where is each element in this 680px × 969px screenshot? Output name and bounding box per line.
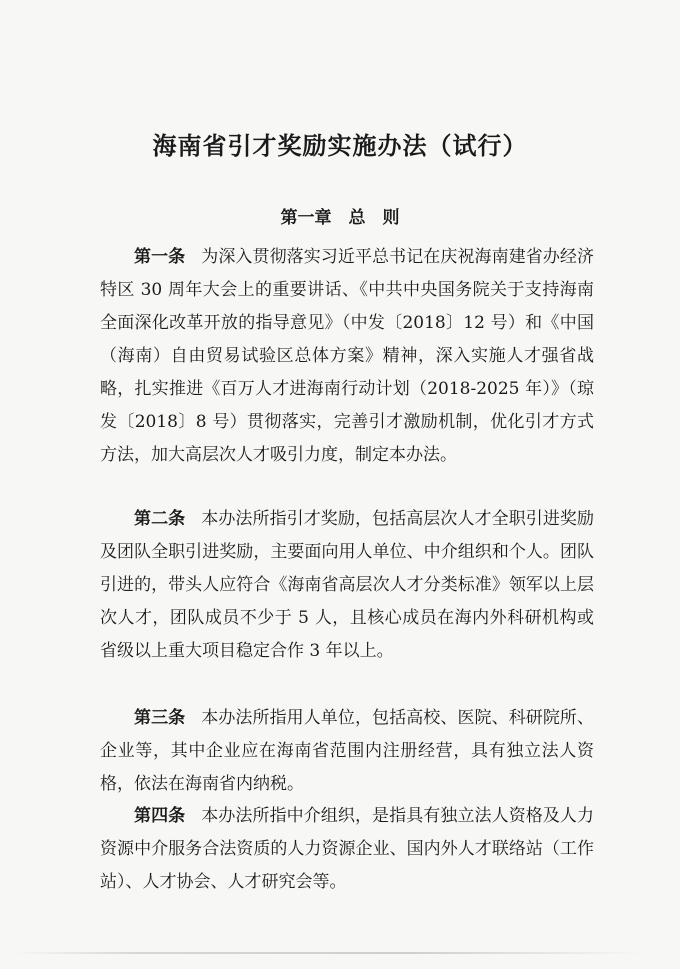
document-title: 海南省引才奖励实施办法（试行） [152, 132, 528, 160]
article-2-text: 本办法所指引才奖励，包括高层次人才全职引进奖励及团队全职引进奖励，主要面向用人单位、中介组织和个人。团队引进的，带头人应符合《海南省高层次人才分类标准》领军以上层次人才，团队成员不少于 5 人，且核心成员在海内外科研机构或省级以上重大项目稳定合作 3 年以上。 [100, 509, 595, 661]
article-4-text: 本办法所指中介组织，是指具有独立法人资格及人力资源中介服务合法资质的人力资源企业、国内外人才联络站（工作站）、人才协会、人才研究会等。 [100, 806, 595, 892]
article-1-text: 为深入贯彻落实习近平总书记在庆祝海南建省办经济特区 30 周年大会上的重要讲话、《中共中央国务院关于支持海南全面深化改革开放的指导意见》（中发〔2018〕12 号）和《中国（海南）自由贸易试验区总体方案》精神，深入实施人才强省战略，扎实推进《百万人才进海南行动计划（2018-2025 年）》（琼发〔2018〕8 号）贯彻落实，完善引才激励机制，优化引才方式方法，加大高层次人才吸引力度，制定本办法。 [100, 247, 595, 465]
article-3 [100, 702, 594, 801]
scan-edge-line [0, 952, 680, 954]
chapter-heading: 第一章 总 则 [280, 208, 400, 228]
article-4 [100, 800, 594, 899]
article-1-label: 第一条 [134, 247, 186, 267]
article-3-label: 第三条 [134, 708, 186, 728]
article-3-text: 本办法所指用人单位，包括高校、医院、科研院所、企业等，其中企业应在海南省范围内注册经营，具有独立法人资格，依法在海南省内纳税。 [100, 708, 595, 794]
article-1 [100, 241, 594, 472]
article-2-label: 第二条 [134, 509, 186, 529]
article-4-label: 第四条 [134, 806, 186, 826]
article-2 [100, 503, 594, 668]
